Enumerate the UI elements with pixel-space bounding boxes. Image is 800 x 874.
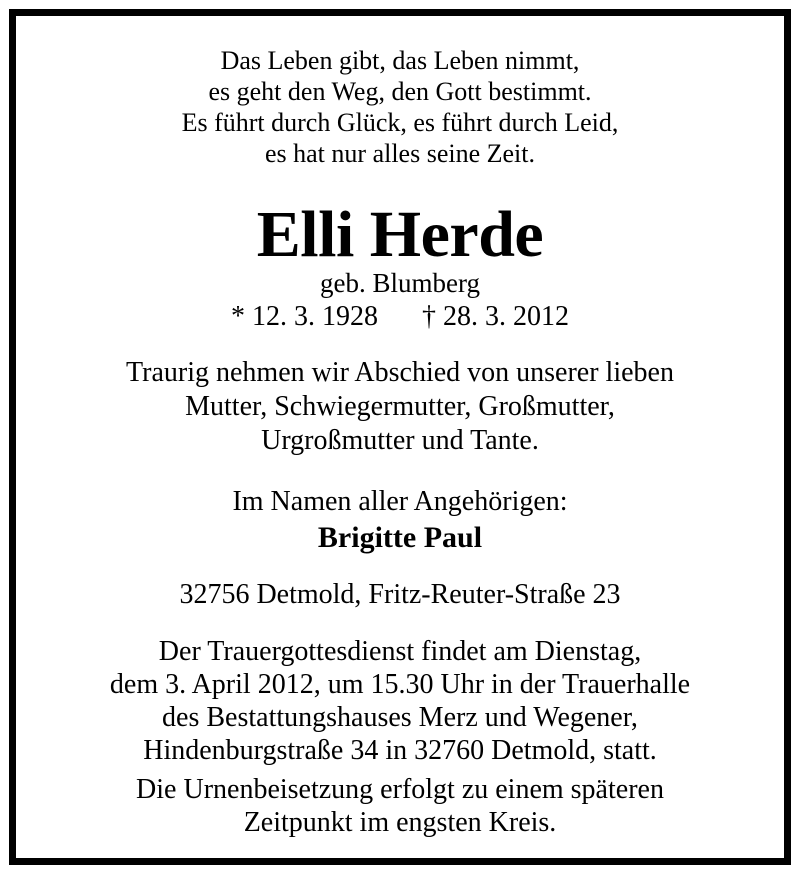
poem-line: Das Leben gibt, das Leben nimmt, xyxy=(220,46,580,75)
birth-name: geb. Blumberg xyxy=(320,268,480,298)
burial-line: Die Urnenbeisetzung erfolgt zu einem späteren xyxy=(136,774,664,805)
service-line: des Bestattungshauses Merz und Wegener, xyxy=(162,702,638,733)
death-date: † 28. 3. 2012 xyxy=(422,301,569,332)
deceased-name: Elli Herde xyxy=(256,198,544,271)
farewell-line: Mutter, Schwiegermutter, Großmutter, xyxy=(185,391,615,422)
signature-intro: Im Namen aller Angehörigen: xyxy=(232,486,568,517)
life-dates xyxy=(16,301,784,333)
service-line: Hindenburgstraße 34 in 32760 Detmold, statt. xyxy=(143,735,657,766)
notice-content xyxy=(16,16,784,858)
signatory-name: Brigitte Paul xyxy=(317,521,483,554)
service-line: dem 3. April 2012, um 15.30 Uhr in der Trauerhalle xyxy=(109,669,691,700)
birth-date: * 12. 3. 1928 xyxy=(231,301,378,332)
service-line: Der Trauergottesdienst findet am Dienstag, xyxy=(158,636,642,667)
burial-line: Zeitpunkt im engsten Kreis. xyxy=(243,807,557,838)
poem-line: es geht den Weg, den Gott bestimmt. xyxy=(208,77,592,106)
farewell-line: Traurig nehmen wir Abschied von unserer lieben xyxy=(126,357,674,388)
signatory-address: 32756 Detmold, Fritz-Reuter-Straße 23 xyxy=(179,579,621,610)
farewell-line: Urgroßmutter und Tante. xyxy=(261,425,539,456)
poem-line: es hat nur alles seine Zeit. xyxy=(264,139,536,168)
black-border-frame xyxy=(9,9,791,865)
poem-line: Es führt durch Glück, es führt durch Leid, xyxy=(181,108,619,137)
